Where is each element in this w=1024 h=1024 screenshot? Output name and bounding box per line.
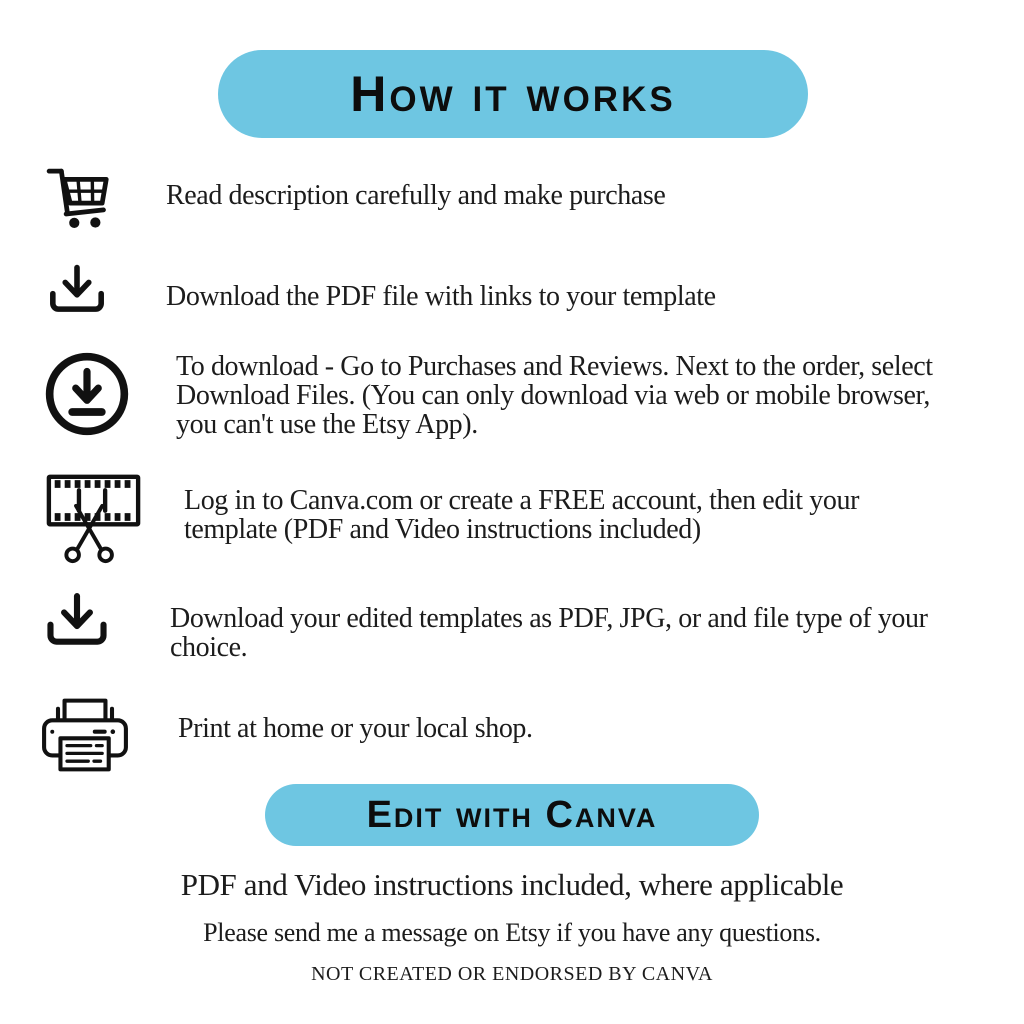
subheader-banner — [265, 784, 759, 846]
step-line: Print at home or your local shop. — [178, 713, 533, 744]
subheader-title: Edit with Canva — [366, 793, 658, 836]
step-line: Log in to Canva.com or create a FREE account, then edit your — [184, 485, 860, 516]
footer-contact-note: Please send me a message on Etsy if you have any questions. — [203, 918, 821, 947]
step-line: Read description carefully and make purchase — [166, 180, 666, 211]
step-text-1 — [166, 181, 665, 210]
download-circle-icon — [42, 349, 132, 439]
step-line: Download your edited templates as PDF, JPG, or and file type of your — [170, 603, 928, 634]
download-tray-icon — [43, 589, 111, 659]
step-text-3 — [176, 352, 933, 439]
step-line: Download Files. (You can only download via web or mobile browser, — [176, 380, 930, 411]
shopping-cart-icon — [42, 163, 112, 231]
step-line: To download - Go to Purchases and Reviews. Next to the order, select — [176, 351, 933, 382]
footer-instructions-note: PDF and Video instructions included, where applicable — [180, 867, 844, 902]
film-scissors-icon — [45, 468, 142, 567]
step-text-4 — [184, 486, 859, 544]
step-line: Download the PDF file with links to your template — [166, 281, 716, 312]
header-banner — [218, 50, 808, 138]
step-line: you can't use the Etsy App). — [176, 409, 478, 440]
step-text-5 — [170, 604, 928, 662]
footer-disclaimer: NOT CREATED OR ENDORSED BY CANVA — [311, 963, 713, 985]
header-title: How it works — [350, 66, 676, 122]
step-text-2 — [166, 282, 716, 311]
printer-icon — [40, 695, 130, 775]
step-text-6 — [178, 714, 533, 743]
step-line: choice. — [170, 632, 248, 663]
step-line: template (PDF and Video instructions included) — [184, 514, 701, 545]
download-tray-icon — [46, 262, 108, 324]
